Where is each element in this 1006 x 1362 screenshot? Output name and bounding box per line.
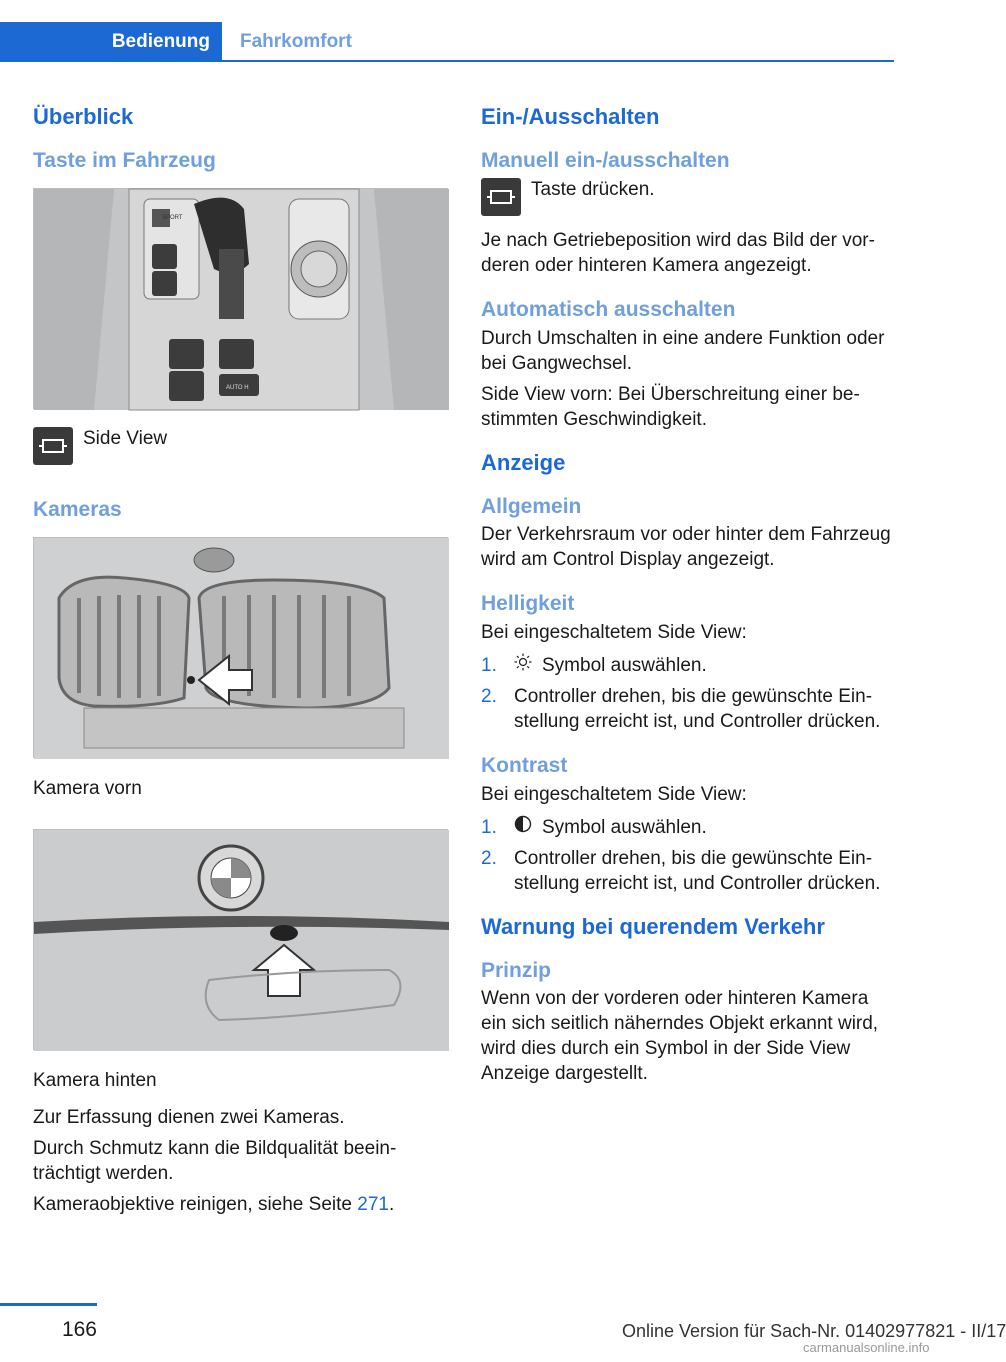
page-link-271[interactable]: 271 <box>357 1194 389 1215</box>
footer-rule <box>0 1303 97 1306</box>
para-auto-off-1: Durch Umschalten in eine andere Funktion oder bei Gangwechsel. <box>481 328 885 374</box>
side-view-label: Side View <box>83 428 168 449</box>
tab-rule <box>0 60 894 62</box>
contrast-icon <box>514 815 532 840</box>
step-number: 1. <box>481 817 497 838</box>
side-view-button-shape <box>169 339 204 369</box>
side-view-button-icon-2 <box>481 178 521 216</box>
sun-icon <box>514 653 532 678</box>
heading-brightness: Helligkeit <box>481 592 575 615</box>
rear-camera-image <box>33 829 448 1050</box>
step-text: Controller drehen, bis die gewünschte Einstellung erreicht ist, und Controller drücken. <box>514 848 881 894</box>
center-console-image <box>33 188 448 409</box>
clean-lenses-text: Kameraobjektive reinigen, siehe Seite <box>33 1194 358 1215</box>
contrast-step-2 <box>481 846 896 896</box>
caption-front-camera: Kamera vorn <box>33 778 142 799</box>
para-general: Der Verkehrsraum vor oder hinter dem Fahrzeug wird am Control Display angezeigt. <box>481 524 891 570</box>
front-camera-image <box>33 537 448 758</box>
heading-auto-off: Automatisch ausschalten <box>481 298 736 321</box>
heading-on-off: Ein-/Ausschalten <box>481 104 660 129</box>
step-number: 2. <box>481 686 497 707</box>
right-column <box>481 92 896 1086</box>
center-console-illustration <box>34 189 449 410</box>
brightness-step-2 <box>481 684 896 734</box>
para-auto-off-2: Side View vorn: Bei Überschreitung einer bestimmten Geschwindigkeit. <box>481 384 860 430</box>
auto-h-label: AUTO H <box>226 385 249 391</box>
heading-cross-traffic-warning: Warnung bei querendem Verkehr <box>481 914 825 939</box>
step-number: 1. <box>481 655 497 676</box>
tab-bedienung[interactable]: Bedienung <box>0 22 222 60</box>
tab-fahrkomfort[interactable]: Fahrkomfort <box>240 31 352 52</box>
sport-label: SPORT <box>162 215 183 221</box>
step-text: Controller drehen, bis die gewünschte Einstellung erreicht ist, und Controller drücken. <box>514 686 881 732</box>
contrast-steps <box>481 815 896 896</box>
para-clean-lenses <box>33 1192 448 1217</box>
brightness-steps <box>481 653 896 734</box>
online-version-text: Online Version für Sach-Nr. 01402977821 - II/17 <box>622 1321 1006 1341</box>
heading-principle: Prinzip <box>481 959 552 982</box>
press-button-text: Taste drücken. <box>531 179 655 200</box>
heading-display: Anzeige <box>481 450 566 475</box>
press-button-row <box>481 178 896 216</box>
watermark: carmanualsonline.info <box>803 1340 930 1355</box>
heading-button-in-vehicle: Taste im Fahrzeug <box>33 149 216 172</box>
page-number: 166 <box>61 1318 97 1341</box>
left-column <box>33 92 448 1217</box>
clean-lenses-suffix: . <box>388 1194 395 1215</box>
para-contrast: Bei eingeschaltetem Side View: <box>481 784 747 805</box>
step-text: Symbol auswählen. <box>542 655 707 676</box>
heading-general: Allgemein <box>481 495 582 518</box>
para-two-cameras: Zur Erfassung dienen zwei Kameras. <box>33 1107 345 1128</box>
brightness-step-1 <box>481 653 896 678</box>
heading-cameras: Kameras <box>33 498 122 521</box>
side-view-row <box>33 427 448 465</box>
heading-manual-on-off: Manuell ein-/ausschalten <box>481 149 730 172</box>
chapter-tabs <box>0 22 894 62</box>
para-dirt: Durch Schmutz kann die Bildqualität beeinträchtigt werden. <box>33 1138 397 1184</box>
para-gear-position: Je nach Getriebeposition wird das Bild der vorderen oder hinteren Kamera angezeigt. <box>481 230 875 276</box>
step-number: 2. <box>481 848 497 869</box>
heading-contrast: Kontrast <box>481 754 568 777</box>
heading-overview: Überblick <box>33 104 134 129</box>
front-camera-illustration <box>34 538 449 759</box>
para-principle: Wenn von der vorderen oder hinteren Kamera ein sich seitlich näherndes Objekt erkannt wird, wird dies durch ein Symbol in der Side View Anzeige dargestellt. <box>481 988 879 1084</box>
caption-rear-camera: Kamera hinten <box>33 1070 157 1091</box>
contrast-step-1 <box>481 815 896 840</box>
side-view-button-icon <box>33 427 73 465</box>
step-text: Symbol auswählen. <box>542 817 707 838</box>
para-brightness: Bei eingeschaltetem Side View: <box>481 622 747 643</box>
rear-camera-illustration <box>34 830 449 1051</box>
